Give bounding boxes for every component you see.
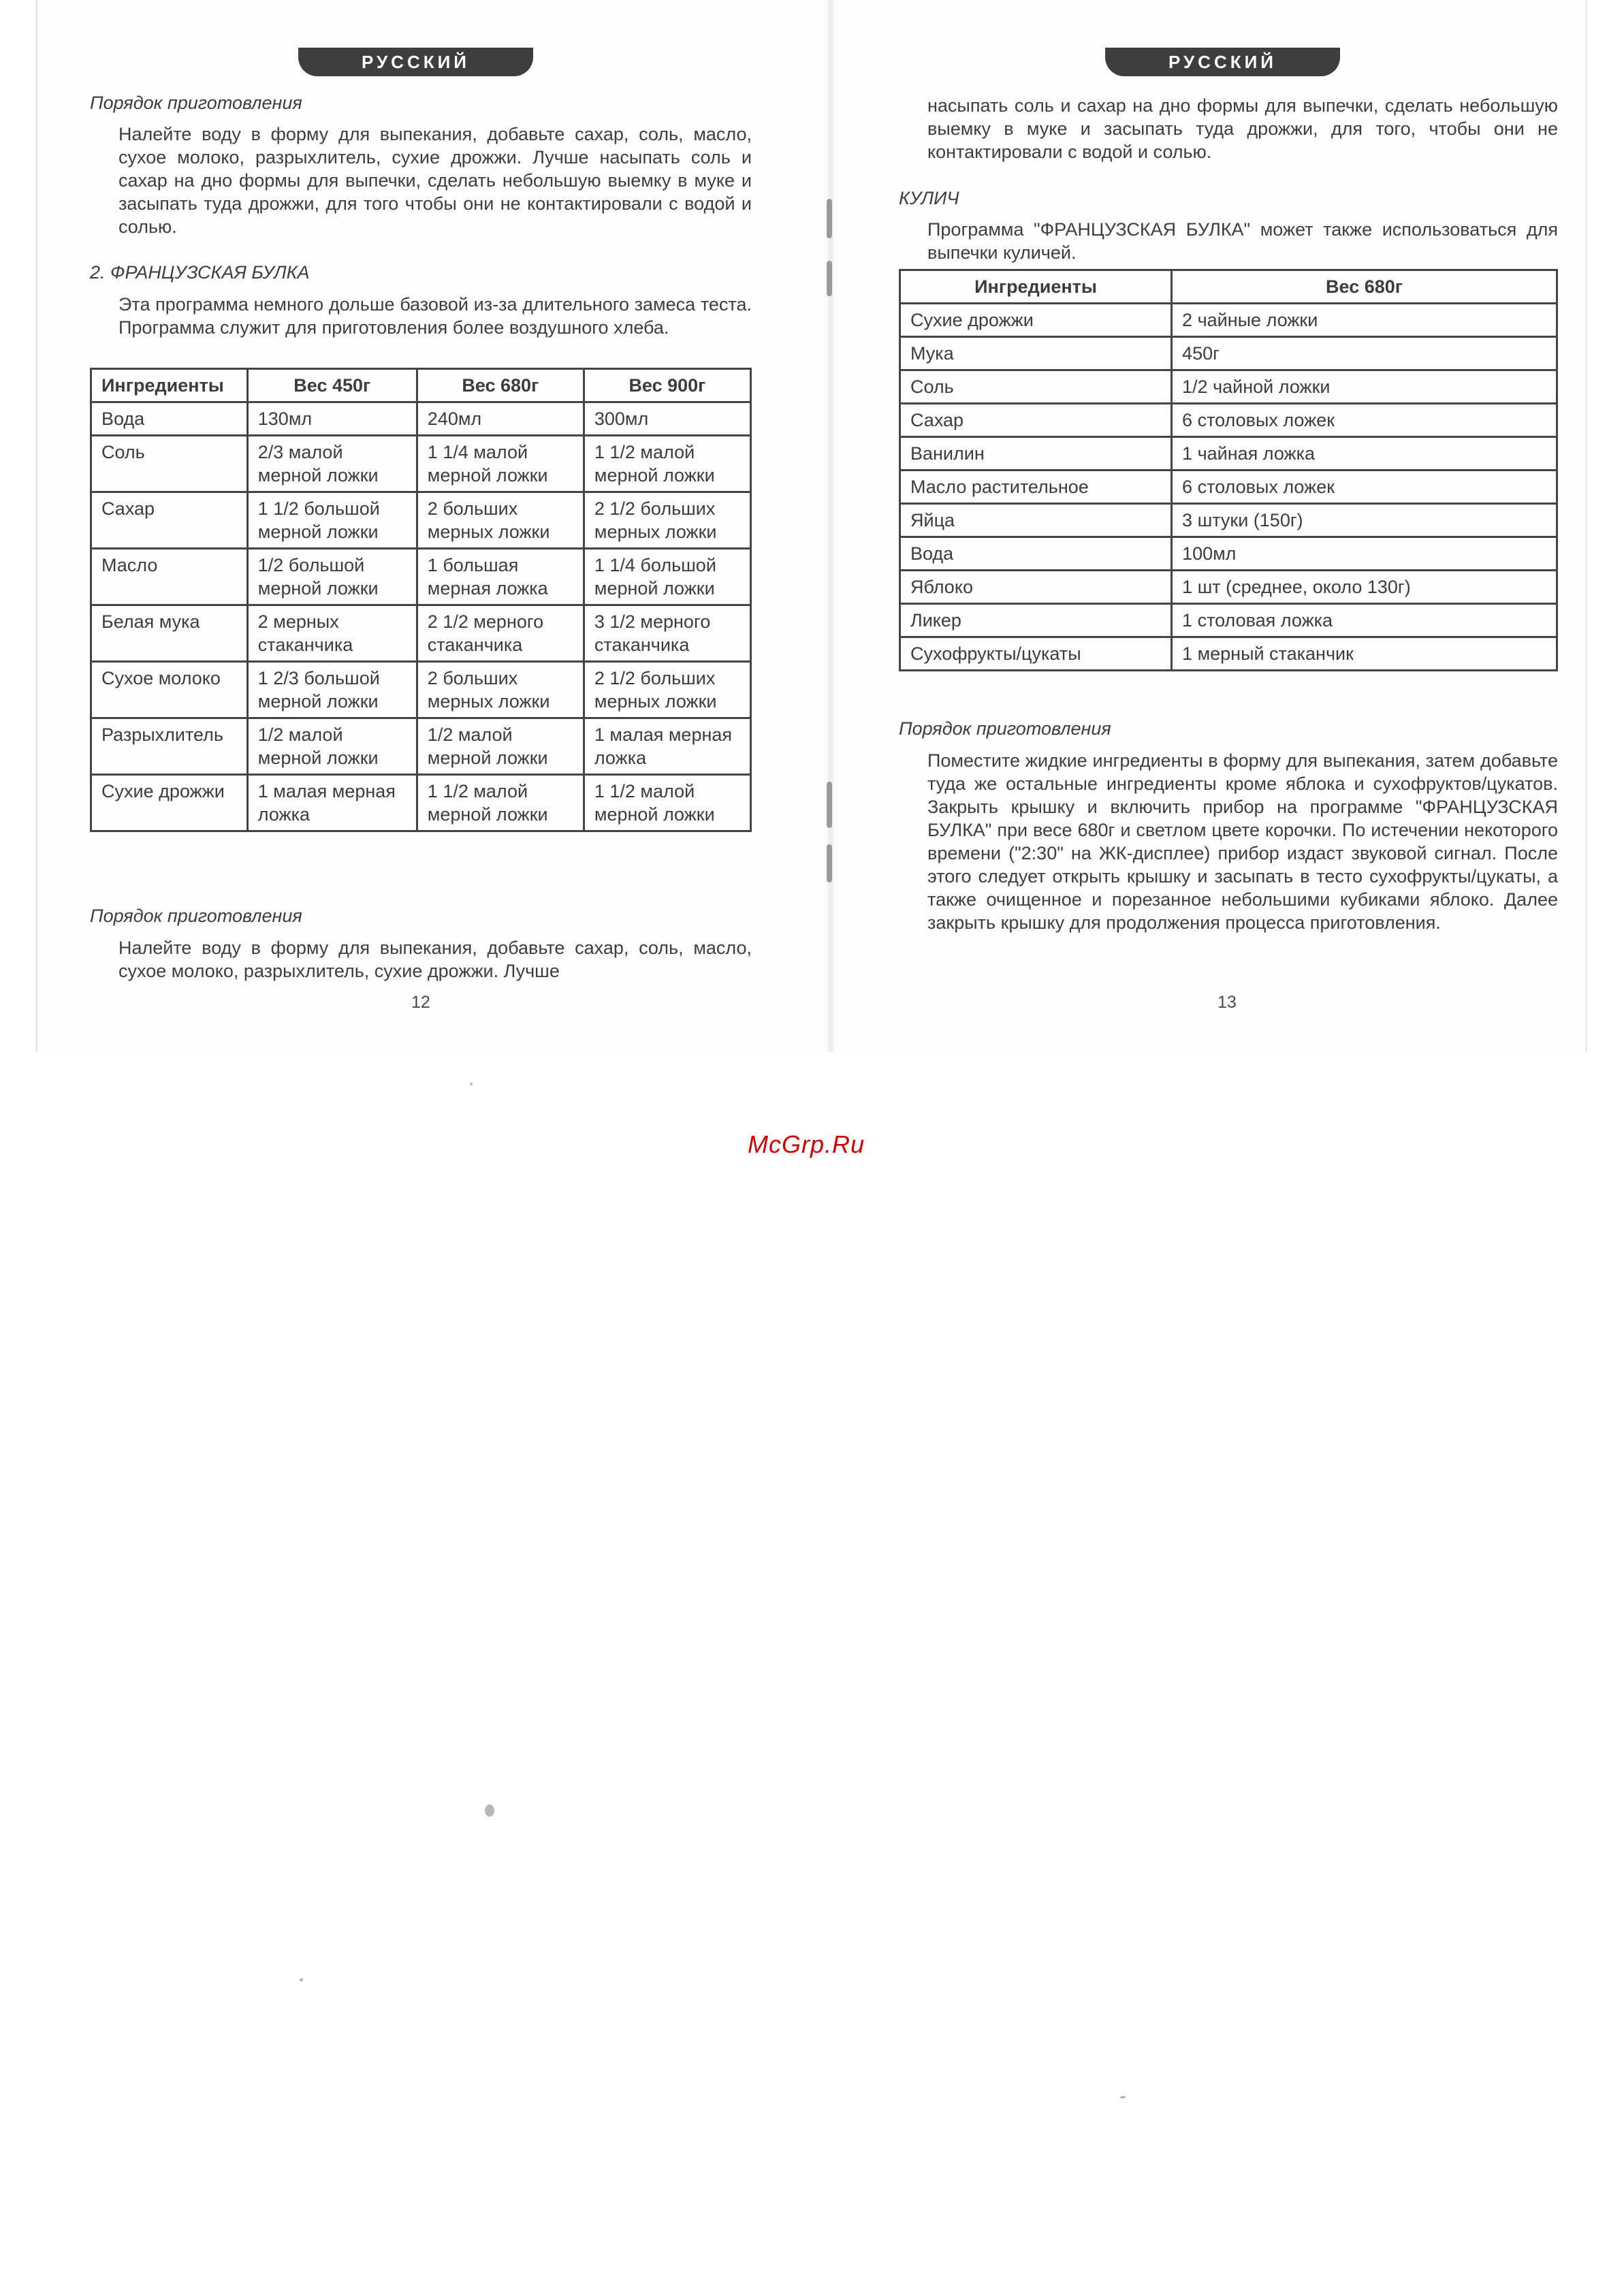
table-cell: 1/2 чайной ложки [1172, 370, 1557, 404]
language-tab: РУССКИЙ [298, 48, 533, 76]
prep-paragraph: Налейте воду в форму для выпекания, добавьте сахар, соль, масло, сухое молоко, разрыхлитель, сухие дрожжи. Лучше насыпать соль и сахар на дно формы для выпечки, сделать небольшую выемку в муке и засыпать туда дрожжи, для того чтобы они не контактировали с водой и солью. [118, 124, 752, 237]
table-cell: 1 1/4 малой мерной ложки [417, 436, 584, 492]
column-header: Вес 680г [1172, 270, 1557, 304]
page-number: 13 [1217, 993, 1237, 1012]
table-cell: Масло растительное [900, 471, 1172, 504]
scan-speck [1120, 2096, 1126, 2099]
column-header: Ингредиенты [91, 369, 248, 402]
table-row [900, 437, 1557, 471]
table-cell: Разрыхлитель [91, 718, 248, 775]
table-cell: 1 большая мерная ложка [417, 549, 584, 605]
table-cell: 1/2 малой мерной ложки [247, 718, 417, 775]
french-bun-ingredients-table [90, 368, 752, 832]
table-cell: Ликер [900, 604, 1172, 637]
table-cell: Сахар [91, 492, 248, 549]
table-cell: 240мл [417, 402, 584, 436]
table-cell: 1 1/2 малой мерной ложки [584, 436, 750, 492]
table-cell: Вода [900, 537, 1172, 571]
table-cell: 450г [1172, 337, 1557, 370]
table-cell: 3 штуки (150г) [1172, 504, 1557, 537]
column-header: Вес 900г [584, 369, 750, 402]
table-cell: Ванилин [900, 437, 1172, 471]
staple-mark-bottom-2 [827, 844, 832, 882]
table-cell: 300мл [584, 402, 750, 436]
table-cell: 2 1/2 больших мерных ложки [584, 662, 750, 718]
page-number: 12 [411, 993, 430, 1012]
table-cell: Сухие дрожжи [91, 775, 248, 831]
table-cell: 1 малая мерная ложка [584, 718, 750, 775]
column-header: Вес 450г [247, 369, 417, 402]
section-heading-kulich: КУЛИЧ [899, 188, 959, 208]
table-header-row [900, 270, 1557, 304]
table-cell: 1 1/2 малой мерной ложки [584, 775, 750, 831]
table-header-row [91, 369, 751, 402]
table-row [91, 492, 751, 549]
language-tab: РУССКИЙ [1105, 48, 1340, 76]
table-cell: Яблоко [900, 571, 1172, 604]
table-cell: 3 1/2 мерного стаканчика [584, 605, 750, 662]
scan-speck [300, 1978, 303, 1981]
table-cell: 1 1/2 малой мерной ложки [417, 775, 584, 831]
prep-heading: Порядок приготовления [90, 906, 302, 926]
prep-paragraph: Налейте воду в форму для выпекания, добавьте сахар, соль, масло, сухое молоко, разрыхлитель, сухие дрожжи. Лучше [118, 938, 752, 981]
table-cell: Белая мука [91, 605, 248, 662]
table-cell: 6 столовых ложек [1172, 404, 1557, 437]
table-cell: Соль [91, 436, 248, 492]
table-cell: 2 больших мерных ложки [417, 662, 584, 718]
table-cell: 1 чайная ложка [1172, 437, 1557, 471]
table-row [900, 337, 1557, 370]
prep-heading: Порядок приготовления [899, 718, 1111, 739]
table-cell: 2 1/2 мерного стаканчика [417, 605, 584, 662]
table-row [900, 504, 1557, 537]
prep-paragraph: Поместите жидкие ингредиенты в форму для выпекания, затем добавьте туда же остальные ингредиенты кроме яблока и сухофруктов/цукатов. Закрыть крышку и включить прибор на программе "ФРАНЦУЗСКАЯ БУЛКА" при весе 680г и светлом цвете корочки. По истечении некоторого времени ("2:30" на ЖК-дисплее) прибор издаст звуковой сигнал. После этого следует открыть крышку и засыпать в тесто сухофрукты/цукаты, а также очищенное и порезанное небольшими кубиками яблоко. Далее закрыть крышку для продолжения процесса приготовления. [927, 750, 1558, 933]
table-row [900, 571, 1557, 604]
table-cell: 6 столовых ложек [1172, 471, 1557, 504]
table-cell: 1 малая мерная ложка [247, 775, 417, 831]
table-row [900, 304, 1557, 337]
table-row [91, 775, 751, 831]
table-cell: Сухое молоко [91, 662, 248, 718]
table-cell: Сахар [900, 404, 1172, 437]
table-cell: Масло [91, 549, 248, 605]
center-fold [827, 0, 834, 1052]
table-row [900, 404, 1557, 437]
kulich-ingredients-table [899, 269, 1558, 671]
section-heading-french-bun: 2. ФРАНЦУЗСКАЯ БУЛКА [90, 262, 310, 283]
table-row [900, 370, 1557, 404]
table-cell: 2 чайные ложки [1172, 304, 1557, 337]
table-cell: 2 1/2 больших мерных ложки [584, 492, 750, 549]
table-row [900, 604, 1557, 637]
scan-speck [485, 1804, 494, 1817]
section-paragraph: Эта программа немного дольше базовой из-за длительного замеса теста. Программа служит для приготовления более воздушного хлеба. [118, 294, 752, 338]
column-header: Ингредиенты [900, 270, 1172, 304]
table-cell: Вода [91, 402, 248, 436]
table-cell: 2/3 малой мерной ложки [247, 436, 417, 492]
continued-paragraph: насыпать соль и сахар на дно формы для выпечки, сделать небольшую выемку в муке и засыпать туда дрожжи, для того, чтобы они не контактировали с водой и солью. [927, 95, 1558, 162]
table-row [900, 637, 1557, 671]
staple-mark-top-1 [827, 199, 832, 238]
table-row [91, 402, 751, 436]
table-cell: 130мл [247, 402, 417, 436]
table-row [91, 718, 751, 775]
table-cell: 1 мерный стаканчик [1172, 637, 1557, 671]
table-cell: Яйца [900, 504, 1172, 537]
table-cell: 1 столовая ложка [1172, 604, 1557, 637]
table-cell: Соль [900, 370, 1172, 404]
table-cell: 1/2 малой мерной ложки [417, 718, 584, 775]
table-cell: 1 1/4 большой мерной ложки [584, 549, 750, 605]
right-page-edge [1585, 0, 1587, 1052]
table-cell: 2 больших мерных ложки [417, 492, 584, 549]
table-row [91, 436, 751, 492]
column-header: Вес 680г [417, 369, 584, 402]
table-cell: 100мл [1172, 537, 1557, 571]
section-paragraph: Программа "ФРАНЦУЗСКАЯ БУЛКА" может также использоваться для выпечки куличей. [927, 219, 1558, 263]
staple-mark-top-2 [827, 261, 832, 296]
table-cell: Сухофрукты/цукаты [900, 637, 1172, 671]
table-cell: 1 1/2 большой мерной ложки [247, 492, 417, 549]
table-cell: 1 2/3 большой мерной ложки [247, 662, 417, 718]
table-cell: 1 шт (среднее, около 130г) [1172, 571, 1557, 604]
table-row [91, 549, 751, 605]
watermark-link[interactable]: McGrp.Ru [748, 1130, 865, 1158]
table-cell: Сухие дрожжи [900, 304, 1172, 337]
scan-speck [470, 1083, 473, 1085]
table-cell: 2 мерных стаканчика [247, 605, 417, 662]
table-row [91, 662, 751, 718]
table-cell: Мука [900, 337, 1172, 370]
staple-mark-bottom-1 [827, 782, 832, 828]
table-cell: 1/2 большой мерной ложки [247, 549, 417, 605]
prep-heading: Порядок приготовления [90, 93, 302, 113]
table-row [900, 537, 1557, 571]
left-page-edge [35, 0, 37, 1052]
table-row [91, 605, 751, 662]
table-row [900, 471, 1557, 504]
